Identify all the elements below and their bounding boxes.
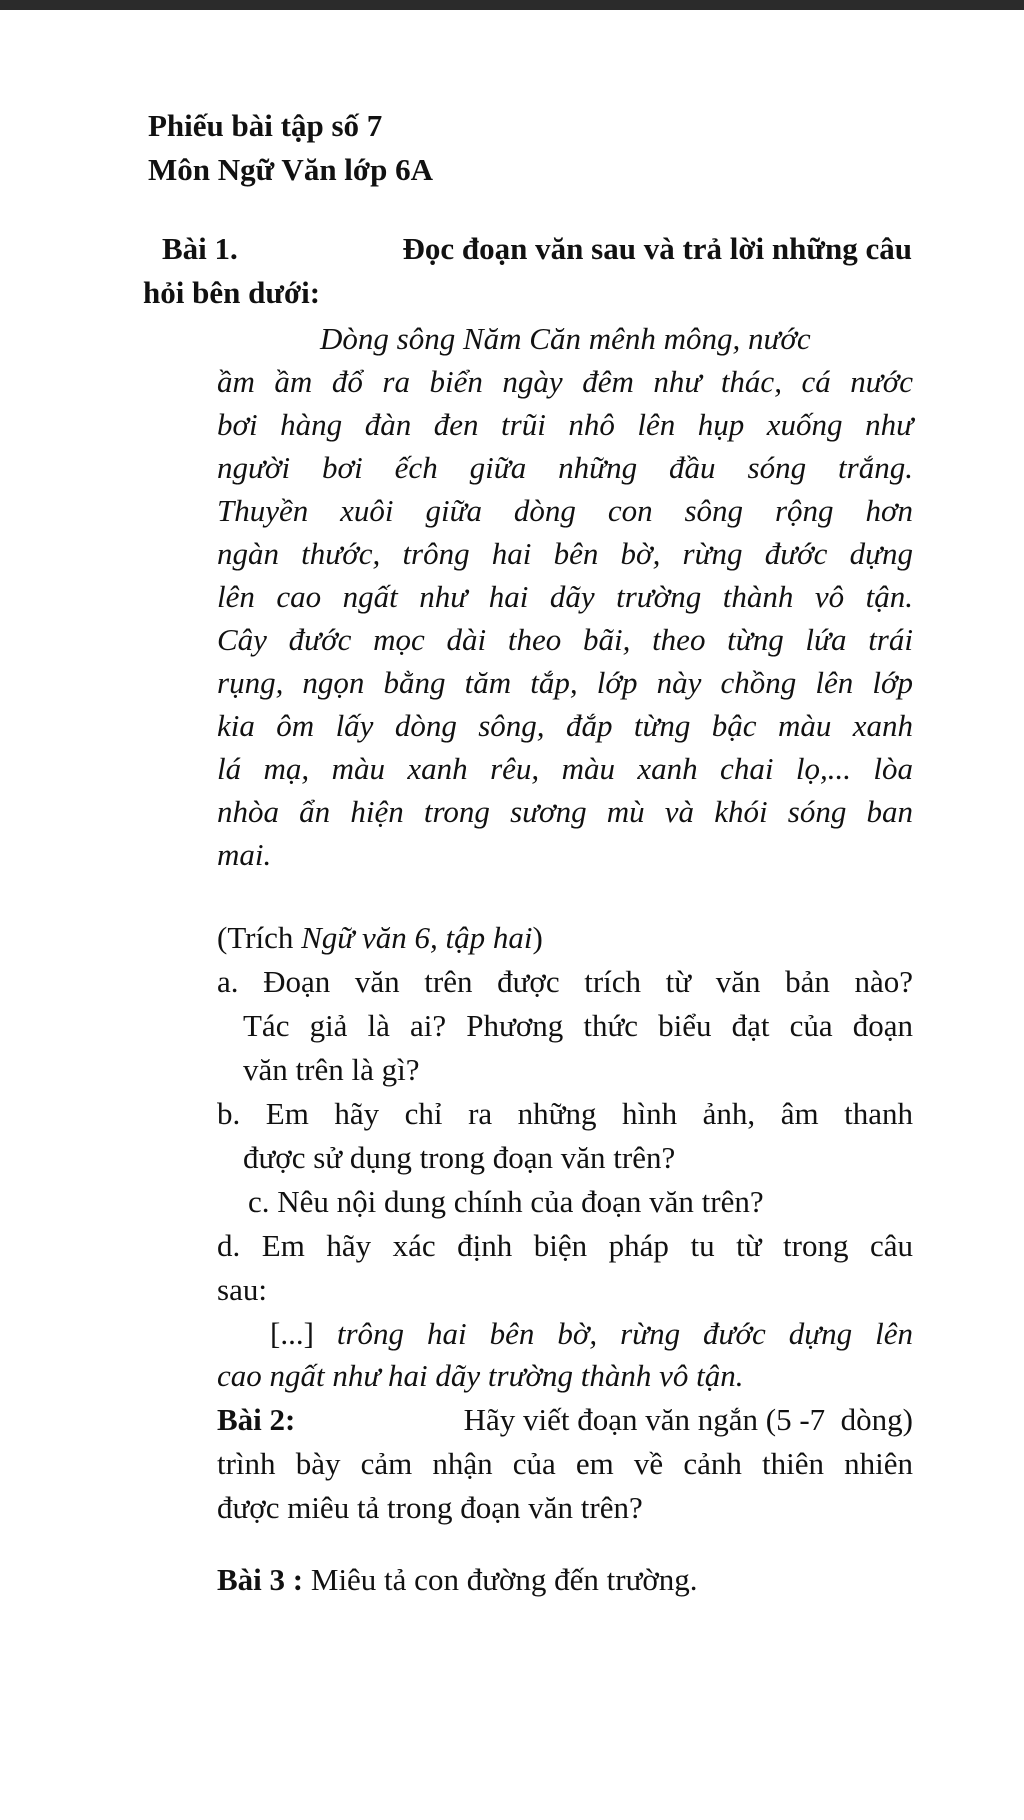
question-a-cont: văn trên là gì? (243, 1052, 420, 1087)
passage-line: Cây đước mọc dài theo bãi, theo từng lứa trái (217, 622, 913, 657)
exercise3-label: Bài 3 : (217, 1562, 304, 1597)
passage-line: ầm ầm đổ ra biển ngày đêm như thác, cá nước (217, 364, 913, 399)
exercise2-text: Hãy viết đoạn văn ngắn (5 -7 dòng) (463, 1402, 913, 1437)
exercise3-text: Miêu tả con đường đến trường. (303, 1562, 698, 1597)
question-c: c. Nêu nội dung chính của đoạn văn trên? (248, 1184, 764, 1219)
passage-line: lá mạ, màu xanh rêu, màu xanh chai lọ,... lòa (217, 751, 913, 786)
exercise1-heading (162, 229, 912, 269)
exercise2-cont: được miêu tả trong đoạn văn trên? (217, 1490, 643, 1525)
passage-line: nhòa ẩn hiện trong sương mù và khói sóng ban (217, 794, 913, 829)
subject-line: Môn Ngữ Văn lớp 6A (148, 152, 433, 187)
exercise2-label: Bài 2: (217, 1402, 296, 1437)
quoted-sentence (270, 1314, 913, 1354)
passage-line: lên cao ngất như hai dãy trường thành vô tận. (217, 579, 913, 614)
passage-line: người bơi ếch giữa những đầu sóng trắng. (217, 450, 913, 485)
worksheet-title: Phiếu bài tập số 7 (148, 108, 383, 143)
passage-line: rụng, ngọn bằng tăm tắp, lớp này chồng lên lớp (217, 665, 913, 700)
exercise2 (217, 1400, 913, 1440)
exercise2-cont: trình bày cảm nhận của em về cảnh thiên nhiên (217, 1446, 913, 1481)
question-b: b. Em hãy chỉ ra những hình ảnh, âm thanh (217, 1096, 913, 1131)
exercise1-label: Bài 1. (162, 231, 238, 266)
passage-source (217, 918, 543, 958)
passage-line: Dòng sông Năm Căn mênh mông, nước (320, 321, 811, 356)
passage-line: kia ôm lấy dòng sông, đắp từng bậc màu xanh (217, 708, 913, 743)
quote-ellipsis: [...] (270, 1316, 337, 1351)
source-book-title: Ngữ văn 6, tập hai (301, 920, 533, 955)
source-suffix: ) (532, 920, 543, 955)
quote-text: trông hai bên bờ, rừng đước dựng lên (336, 1316, 913, 1351)
quoted-sentence-cont: cao ngất như hai dãy trường thành vô tận. (217, 1358, 744, 1393)
passage-line: bơi hàng đàn đen trũi nhô lên hụp xuống như (217, 407, 913, 442)
exercise1-heading-cont: hỏi bên dưới: (143, 275, 321, 310)
question-b-cont: được sử dụng trong đoạn văn trên? (243, 1140, 676, 1175)
question-a: a. Đoạn văn trên được trích từ văn bản nào? (217, 964, 913, 999)
passage-line: ngàn thước, trông hai bên bờ, rừng đước dựng (217, 536, 913, 571)
question-d-cont: sau: (217, 1272, 267, 1307)
question-d: d. Em hãy xác định biện pháp tu từ trong câu (217, 1228, 913, 1263)
source-prefix: (Trích (217, 920, 302, 955)
passage-line: mai. (217, 837, 272, 872)
passage-line: Thuyền xuôi giữa dòng con sông rộng hơn (217, 493, 913, 528)
exercise3 (217, 1560, 698, 1600)
exercise1-instruction: Đọc đoạn văn sau và trả lời những câu (402, 231, 912, 266)
question-a-cont: Tác giả là ai? Phương thức biểu đạt của đoạn (243, 1008, 913, 1043)
